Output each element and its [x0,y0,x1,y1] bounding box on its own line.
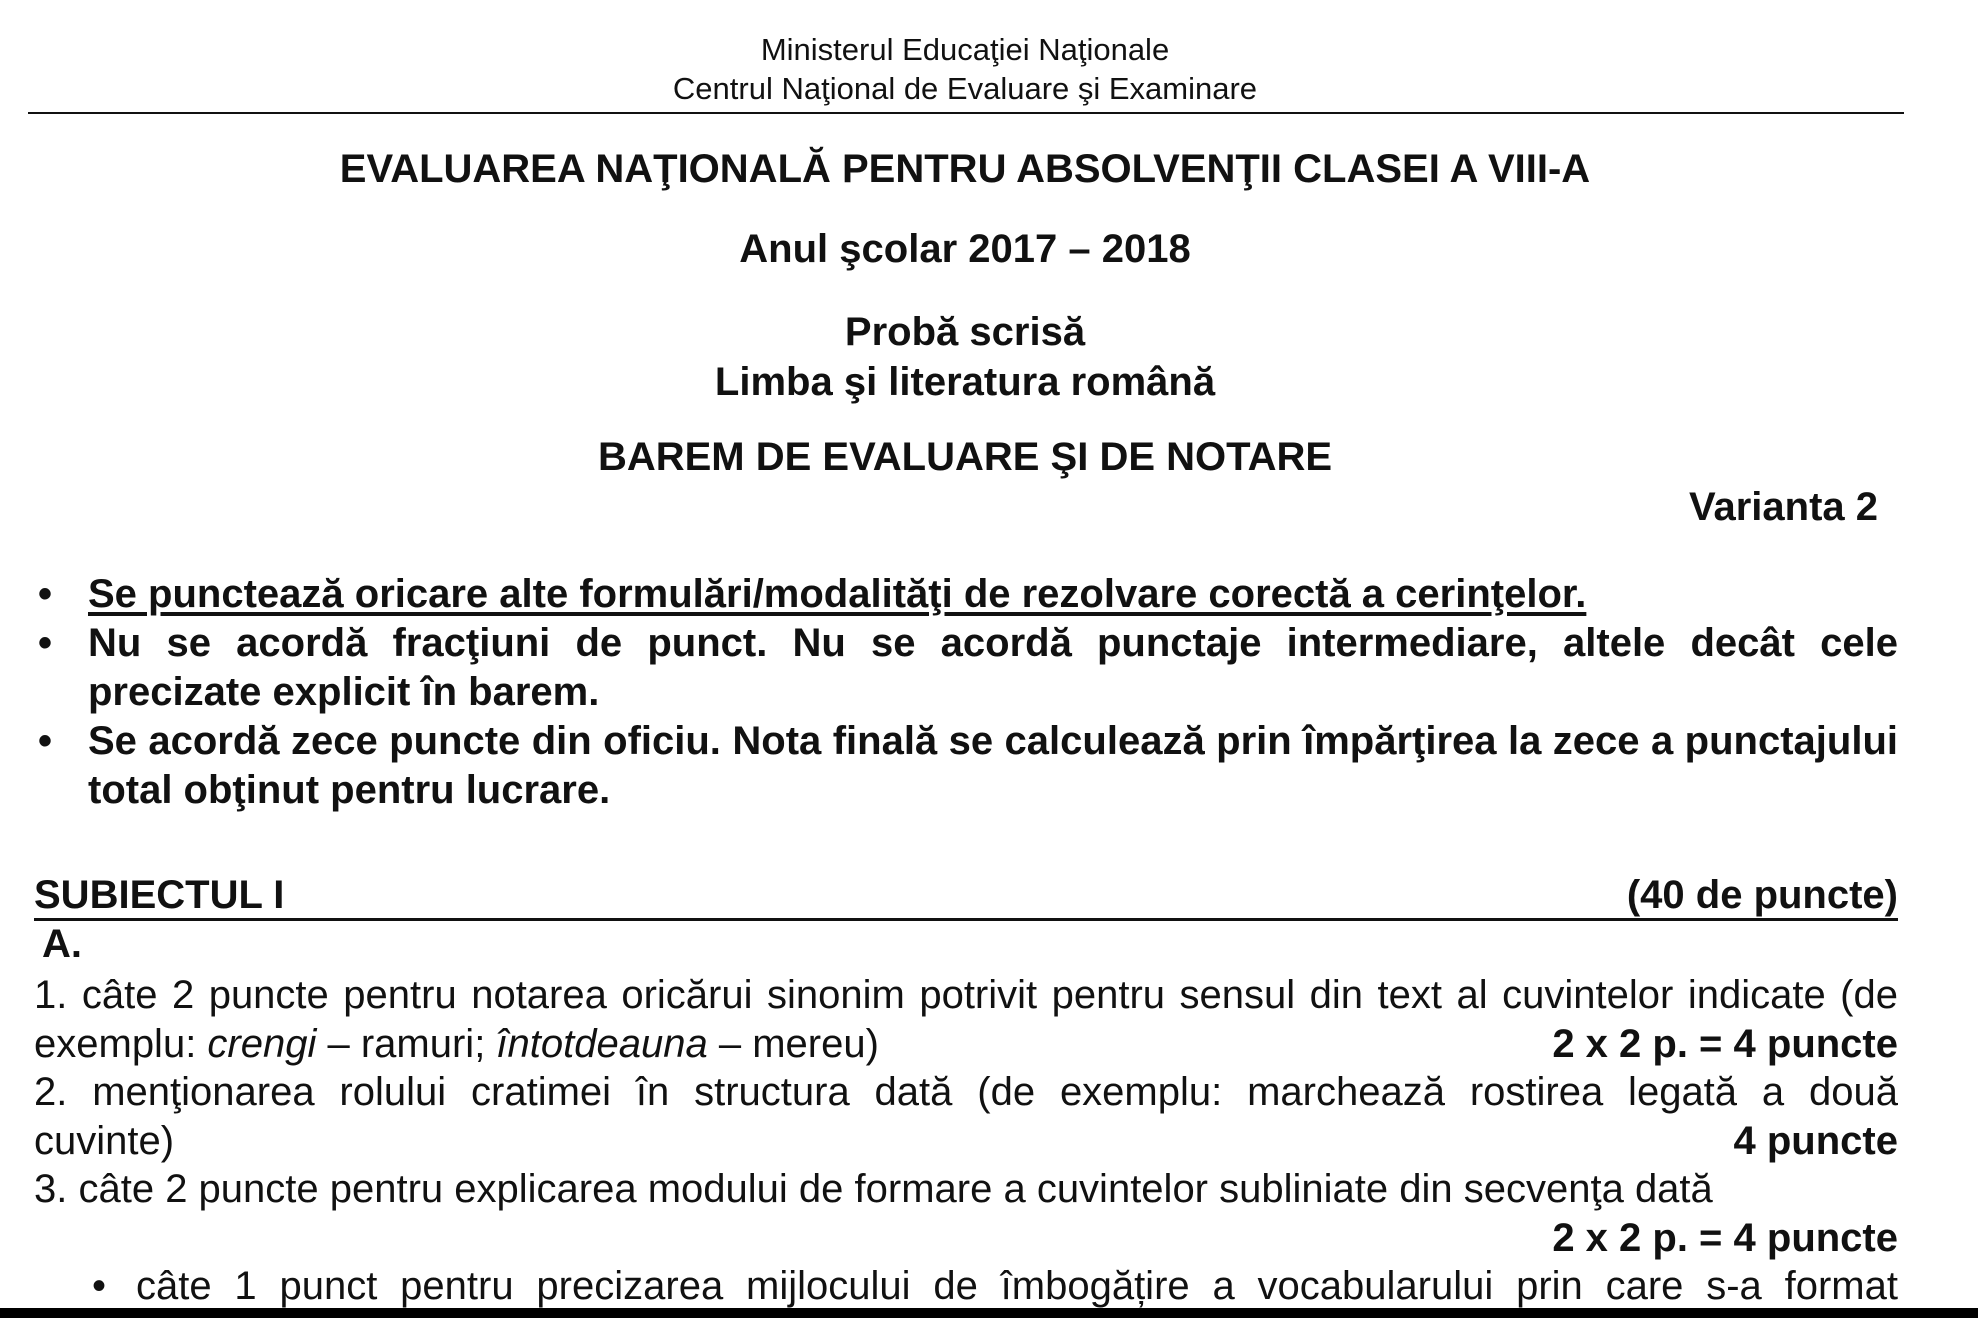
example-prefix: exemplu: [34,1021,208,1066]
grading-rule [36,570,1898,619]
example-word: întotdeauna [496,1021,708,1066]
exam-type-block [0,307,1930,407]
variant-label: Varianta 2 [1688,485,1878,529]
bullet-icon: • [38,621,53,665]
school-year: Anul şcolar 2017 – 2018 [739,227,1191,271]
grading-rule [36,717,1898,815]
subject-label: SUBIECTUL I [34,873,285,917]
grading-rules [36,570,1898,815]
item-text-continued [34,1020,879,1069]
item-text: 2. menţionarea rolului cratimei în structura dată (de exemplu: marchează rostirea legată a două [34,1070,1898,1114]
item-text: 1. câte 2 puncte pentru notarea oricărui sinonim potrivit pentru sensul din text al cuvintelor indicate (de [34,973,1898,1017]
issuer-header [0,30,1930,108]
bullet-icon: • [38,572,53,616]
scoring-item-1 [34,971,1898,1068]
grading-rule-text: Se acordă zece puncte din oficiu. Nota finală se calculează prin împărţirea la zece a punctajului total obţinut pentru lucrare. [88,719,1898,812]
subject-heading [34,872,1898,921]
scoring-item-3 [34,1165,1898,1311]
grading-rule [36,619,1898,717]
scoring-item-2 [34,1068,1898,1165]
example-word: crengi [207,1021,317,1066]
scoring-items [34,971,1898,1311]
item-text-continued: cuvinte) [34,1118,175,1163]
bullet-icon: • [92,1264,107,1308]
example-synonym: – mereu) [707,1021,879,1066]
item-last-line [34,1117,1898,1166]
exam-type: Probă scrisă [844,310,1086,354]
item-points: 2 x 2 p. = 4 puncte [1552,1021,1898,1066]
item-last-line [34,1020,1898,1069]
header-rule [28,112,1904,114]
sub-criterion [34,1262,1898,1311]
page-bottom-edge [0,1308,1978,1318]
exam-subject: Limba şi literatura română [714,360,1216,404]
grading-rule-text: Se punctează oricare alte formulări/modalităţi de rezolvare corectă a cerinţelor. [88,572,1587,616]
exam-title: EVALUAREA NAŢIONALĂ PENTRU ABSOLVENŢII CLASEI A VIII-A [339,147,1591,191]
sub-criterion-text: câte 1 punct pentru precizarea mijlocului de îmbogățire a vocabularului prin care s-a format [136,1264,1898,1308]
bullet-icon: • [38,719,53,763]
section-label: A. [42,922,82,966]
grading-rule-text: Nu se acordă fracţiuni de punct. Nu se acordă punctaje intermediare, altele decât cele precizate explicit în barem. [88,621,1898,714]
evaluation-center-name: Centrul Naţional de Evaluare şi Examinare [672,71,1258,106]
ministry-name: Ministerul Educaţiei Naţionale [760,32,1170,67]
item-text: 3. câte 2 puncte pentru explicarea modului de formare a cuvintelor subliniate din secvenţa dată [34,1167,1713,1211]
item-points: 2 x 2 p. = 4 puncte [1552,1215,1898,1260]
item-points: 4 puncte [1733,1118,1898,1163]
subject-points: (40 de puncte) [1626,873,1898,917]
example-synonym: – ramuri; [316,1021,497,1066]
barem-title: BAREM DE EVALUARE ŞI DE NOTARE [597,435,1333,479]
